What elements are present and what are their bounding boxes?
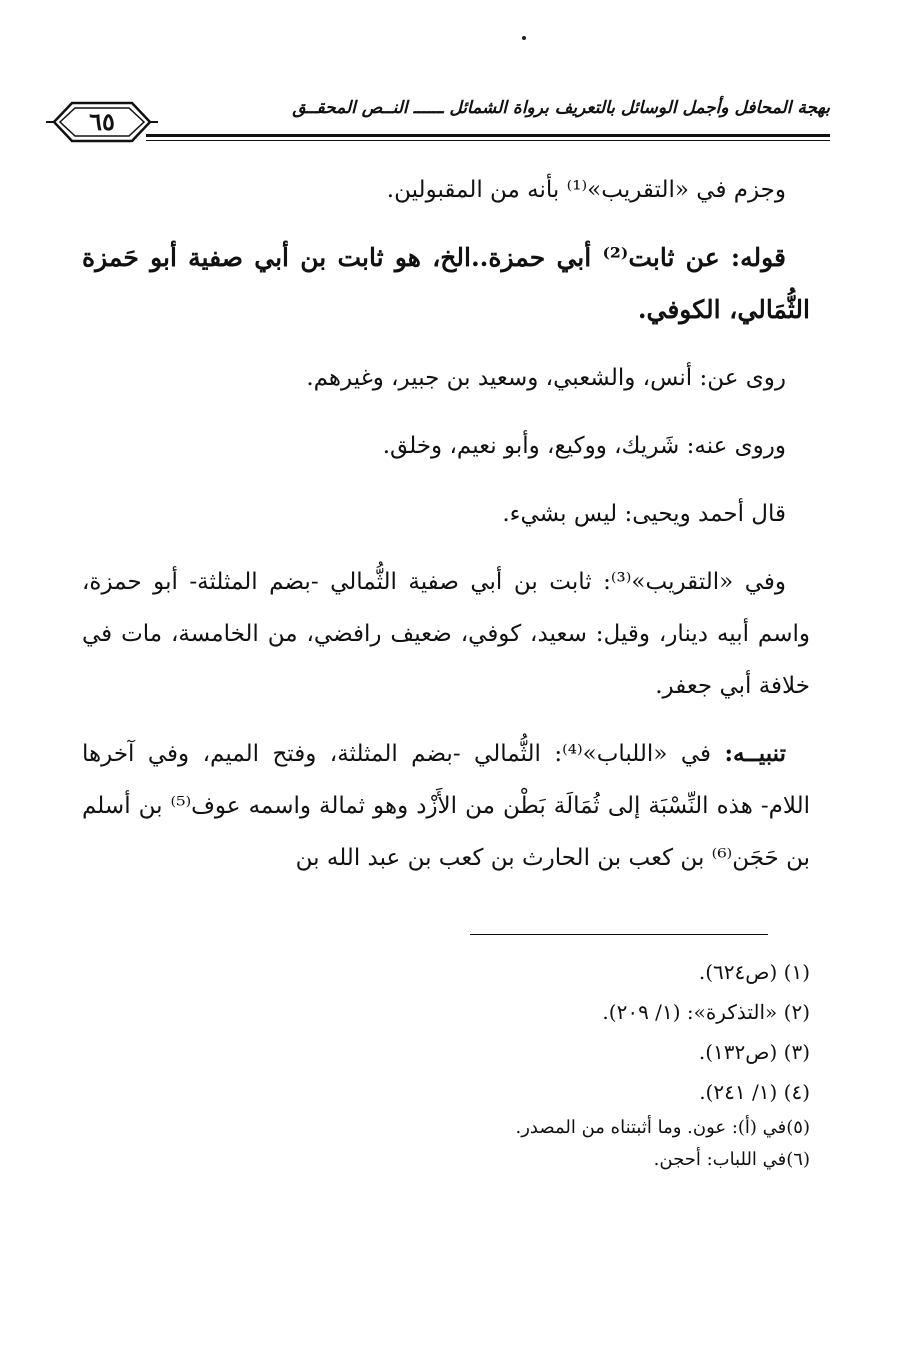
note-lead: تنبيــه:: [724, 740, 786, 767]
footnote-2: (٢) «التذكرة»: (١/ ٢٠٩).: [602, 1000, 810, 1024]
paragraph-1: وجزم في «التقريب»⁽¹⁾ بأنه من المقبولين.: [386, 177, 786, 203]
paragraph-4: وروى عنه: شَريك، ووكيع، وأبو نعيم، وخلق.: [382, 433, 786, 459]
page-speck: [522, 36, 526, 40]
main-text: [82, 164, 810, 900]
footnote-3: (٣) (ص١٣٢).: [698, 1040, 810, 1064]
footnote-6: (٦)في اللباب: أحجن.: [653, 1149, 810, 1170]
footnotes: [290, 952, 810, 1176]
page-number: ٦٥: [89, 107, 115, 136]
footnote-5: (٥)في (أ): عون. وما أثبتناه من المصدر.: [515, 1117, 810, 1138]
header-rule: [146, 134, 830, 137]
paragraph-5: قال أحمد ويحيى: ليس بشيء.: [502, 501, 786, 527]
paragraph-7: [82, 728, 810, 884]
footnote-separator: [470, 934, 768, 935]
header-rule-thin: [146, 140, 830, 141]
footnote-4: (٤) (١/ ٢٤١).: [699, 1080, 810, 1104]
running-header: [46, 92, 830, 154]
note-text: في «اللباب»⁽⁴⁾: الثُّمالي -بضم المثلثة، وفتح الميم، وفي آخرها اللام- هذه النِّسْبَة إلى ثُمَالَة بَطْن من الأَزْد وهو ثمالة واسمه عوف⁽⁵⁾ بن أسلم بن حَجَن⁽⁶⁾ بن كعب بن الحارث بن كعب بن عبد الله بن: [82, 741, 810, 871]
book-title: بهجة المحافل وأجمل الوسائل بالتعريف برواة الشمائل ــــــ النــص المحقــق: [292, 98, 830, 118]
paragraph-6: وفي «التقريب»⁽³⁾: ثابت بن أبي صفية الثُّمالي -بضم المثلثة- أبو حمزة، واسم أبيه دينار، وقيل: سعيد، كوفي، ضعيف رافضي، من الخامسة، مات في خلافة أبي جعفر.: [82, 569, 810, 699]
page-number-badge: [46, 100, 158, 144]
footnote-1: (١) (ص٦٢٤).: [698, 960, 810, 984]
paragraph-3: روى عن: أنس، والشعبي، وسعيد بن جبير، وغيرهم.: [306, 365, 786, 391]
paragraph-2-heading: قوله: عن ثابت⁽²⁾ أبي حمزة..الخ، هو ثابت بن أبي صفية أبو حَمزة الثُّمَالي، الكوفي.: [82, 243, 810, 324]
